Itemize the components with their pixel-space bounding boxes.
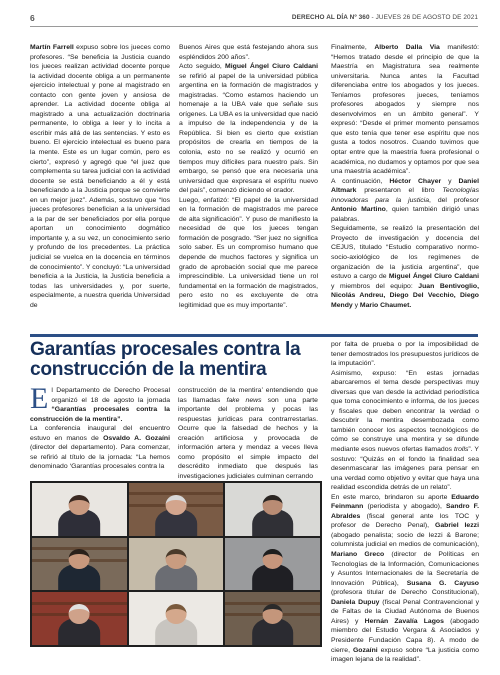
text-run: l Departamento de Derecho Procesal organizó el 18 de agosto la jornada — [51, 387, 170, 404]
text-run: por falta de prueba o por la imposibilidad de tener demostrados los presupuestos jurídicos de la imputación”. — [331, 341, 479, 368]
publication-name: DERECHO AL DÍA Nº 360 — [291, 14, 370, 21]
participant-head — [166, 549, 187, 569]
participant-tile — [225, 483, 320, 536]
participant-head — [166, 495, 187, 515]
text-run: y miembros del equipo: — [331, 282, 419, 290]
text-run: Luego, enfatizó: “El papel de la universidad en la formación de magistrados me parece de alta significación”. Y puso de manifiesto la necesidad de que los jueces tengan formación de posgrado. “Ser juez no significa solo saber. Es un compromiso humano que depende de muchos factores y significa un grado de aprobación social que me parece imprescindible. La universidad tiene un rol fundamental en la formación de magistrados, pero esto no es excluyente de otra legitimidad que es muy importante”. — [179, 196, 318, 309]
paragraph — [30, 382, 170, 424]
participant-head — [69, 549, 90, 569]
bold-text: Gozaíni — [352, 646, 378, 654]
top-column-3 — [331, 43, 479, 310]
text-run: manifestó: “Hemos tratado desde el principio de que la Maestría en Magistratura sea realmente universitaria. Nunca antes la Facultad diferenciaba entre los abogados y los jueces. Teníamos profesores jueces, teníamos profesores abogados y siempre nos desenvolvimos en un ámbito general”. Y expresó: “Desde el primer momento pensamos que esto tenía que tener ese espíritu que nos gusta a todos nosotros. Cuando tuvimos que optar entre que la maestría fuera profesional o académica, no dudamos y optamos por que sea una maestría académica”. — [331, 44, 479, 176]
text-run: expuso sobre “La justicia como imagen lejana de la realidad”. — [331, 646, 479, 664]
article-separator — [30, 334, 478, 337]
participant-tile — [129, 592, 224, 645]
italic-text: Tecnologías innovadoras para la justicia — [331, 187, 479, 204]
paragraph — [179, 62, 318, 196]
italic-text: trolls — [453, 446, 469, 454]
paragraph — [331, 43, 479, 177]
top-column-1 — [30, 43, 170, 310]
article-column-3 — [331, 340, 479, 665]
paragraph — [179, 196, 318, 311]
text-run: se refirió al papel de la universidad pública argentina en la formación de magistrados y magistradas. “Como estamos haciendo un homenaje a la UBA vale que señale sus orígenes. La UBA es la universidad que nació a impulso de la independencia y de la República. Si bien es cierto que existían propósitos de crearla en tiempos de la colonia, esto no se realizó y ocurrió en tiempos muy difíciles para nuestro país. Sin embargo, se pensó que era necesaria una universidad que expresara el espíritu nuevo del país”, comenzó diciendo el orador. — [179, 72, 318, 195]
participant-head — [262, 604, 283, 624]
text-run: Seguidamente, se realizó la presentación del Proyecto de investigación y docencia del CEJUS, titulado “Estudio comparativo normo-socio-axiológico de los regímenes de organización de la justicia argentina”, que estuvo a cargo de — [331, 225, 479, 281]
paragraph — [178, 386, 318, 481]
text-run: (periodista y abogado), — [363, 503, 446, 511]
bold-text: Mariano Greco — [331, 551, 385, 559]
text-run: Finalmente, — [331, 44, 375, 51]
text-run: La conferencia inaugural del encuentro estuvo en manos de — [30, 425, 170, 442]
paragraph — [331, 340, 479, 369]
article-headline: Garantías procesales contra la construcción de la mentira — [30, 339, 301, 380]
paragraph — [30, 43, 170, 310]
text-run: (fiscal general ante los TOC y profesor de Derecho Penal), — [331, 512, 479, 530]
paragraph — [179, 43, 318, 62]
text-run: (fiscal Penal Contravencional y de Faltas de la Ciudad Autónoma de Buenos Aires) y — [331, 598, 480, 625]
drop-cap: E — [30, 382, 49, 415]
participant-head — [262, 549, 283, 569]
participant-tile — [32, 538, 127, 591]
text-run: (director de Políticas en Tecnologías de la Información, Comunicaciones y Asuntos Internacionales de la Secretaría de Innovación Pública), — [331, 551, 480, 587]
text-run: ”. Y sostuvo: “Quizás en el fondo la finalidad sea desenmascarar las imágenes para pensar en una verdad como objetivo y evitar que haya una realidad escondida detrás de un relato”. — [331, 446, 479, 492]
text-run: , del profesor — [429, 196, 479, 204]
text-run: construcción de la mentira’ entendiendo que las llamadas — [178, 387, 318, 404]
bold-text: Antonio Martino — [331, 206, 386, 214]
italic-text: fake news — [226, 396, 262, 404]
participant-tile — [225, 592, 320, 645]
text-run: Asimismo, expuso: “En estas jornadas abarcaremos el tema desde perspectivas muy diversas que van desde la actividad periodística que toma conocimiento e informa, de los jueces y fiscales que deben encontrar la verdad o descubrir la mentira desembozada como también conocer los aspectos tecnológicos de cómo se construye una mentira y se difunde mediante esos nuevos ofertas llamados — [331, 369, 479, 454]
text-run: En este marco, brindaron su aporte — [331, 493, 452, 501]
text-run: presentaron el libro — [356, 187, 443, 195]
bold-text: Daniela Dupuy — [331, 598, 380, 606]
participant-tile — [129, 538, 224, 591]
text-run: (abogado miembro del Estudio Vergara & Asociados y Presidente Fundación Capa 8). A modo de cierre, — [331, 617, 479, 654]
bold-text: Hernán Zavalía Lagos — [364, 617, 444, 625]
participant-head — [69, 604, 90, 624]
bold-text: Osvaldo A. Gozaíni — [103, 434, 170, 442]
header-rule — [30, 26, 478, 27]
paragraph — [331, 493, 479, 665]
text-run: y — [441, 177, 459, 185]
text-run: y — [352, 301, 360, 309]
participant-tile — [129, 483, 224, 536]
bold-text: Eduardo Feinmann — [331, 493, 479, 511]
bold-text: Susana G. Cayuso — [406, 579, 479, 587]
bold-text: Miguel Ángel Ciuro Caldani — [388, 273, 479, 281]
paragraph — [331, 369, 479, 493]
text-run: son una parte importante del problema y pocas las respuestas jurídicas para contrarrestarlas. Ocurre que la falsedad de hechos y la creación artificiosa y provocada de información artera y mendaz a veces lleva como propósito el simple impacto del descrédito inmediato que después las investigaciones judiciales culminan cerrando — [178, 396, 318, 480]
bold-text: Gabriel Iezzi — [435, 522, 479, 530]
text-run: A continuación, — [331, 177, 390, 185]
bold-text: Héctor Chayer — [389, 177, 442, 185]
text-run: expuso sobre los jueces como profesores. “Se beneficia la Justicia cuando los jueces realizan actividad docente porque la actividad docente obliga a un permanente ejercicio intelectual y pone al magistrado en contacto con gente joven y ansiosa de aprender. La actividad docente obliga al magistrado a una actualización doctrinaria permanente, lo obliga a leer y lo incita a escribir más allá de las sentencias. Y esto es bueno. El ejercicio intelectual es bueno para la mente. Este es un lugar común, pero es cierto”, expresó y agregó que “el juez que complementa su tarea judicial con la actividad docente se está beneficiando a él y está beneficiando a la Justicia porque se convierte en un mejor juez”. Además, sostuvo que “los jueces profesores benefician a la universidad a la par de ser beneficiados por ella porque aportan un conocimiento dogmático importante y, a su vez, un conocimiento serio y profundo de los precedentes. La práctica judicial se vuelca en la docencia en términos de conocimiento”. Y concluyó: “La universidad beneficia a la Justicia, la Justicia beneficia a todas las universidades y, por suerte, especialmente, a nuestra querida Universidad de — [30, 44, 171, 309]
top-column-2 — [179, 43, 318, 310]
participant-tile — [32, 483, 127, 536]
page-number: 6 — [30, 13, 35, 23]
participant-head — [166, 604, 187, 624]
bold-text: Sandro F. Abraldes — [331, 503, 479, 520]
text-run: (director del departamento). Para comenzar, se refirió al título de la jornada: “La hemos denominado ‘Garantías procesales contra la — [30, 444, 170, 471]
bold-text: Mario Chaumet. — [359, 301, 412, 309]
bold-text: Martín Farrell — [30, 44, 74, 51]
article-column-2 — [178, 386, 318, 481]
participant-tile — [32, 592, 127, 645]
text-run: (abogado penalista; socio de Iezzi & Barone; columnista judicial en medios de comunicación), — [331, 531, 479, 549]
participant-head — [69, 495, 90, 515]
paragraph — [331, 177, 479, 225]
bold-text: Miguel Ángel Ciuro Caldani — [225, 63, 318, 71]
text-run: Acto seguido, — [179, 63, 226, 71]
bold-text: Daniel Altmark — [331, 177, 479, 195]
participant-tile — [225, 538, 320, 591]
text-run: (profesora titular de Derecho Constitucional), — [331, 589, 479, 597]
text-run: Buenos Aires que está festejando ahora sus espléndidos 200 años”. — [179, 44, 318, 61]
bold-text: Juan Bentivoglio, Nicolás Andreu, Diego Del Vecchio, Diego Mendy — [331, 282, 479, 309]
text-run: , quien también dirigió unas palabras. — [331, 206, 479, 223]
paragraph — [331, 224, 479, 310]
page-header — [30, 13, 478, 27]
bold-text: “Garantías procesales contra la construcción de la mentira”. — [30, 406, 170, 423]
paragraph — [30, 424, 170, 472]
running-header — [292, 14, 478, 21]
video-call-photo — [30, 481, 322, 647]
bold-text: Alberto Dalla Via — [374, 44, 440, 51]
header-separator: - — [369, 14, 376, 21]
issue-date: JUEVES 26 DE AGOSTO DE 2021 — [375, 14, 478, 21]
article-column-1 — [30, 382, 170, 472]
participant-head — [262, 495, 283, 515]
